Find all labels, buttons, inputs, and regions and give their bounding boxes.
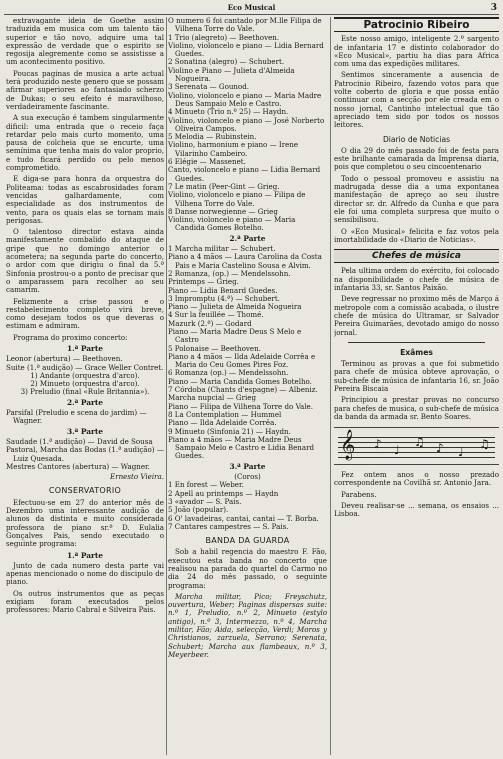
program-item: 2 Sonatina (alegro) — Schubert. xyxy=(168,57,285,67)
program-item: Violino e Piano — Julieta d'Almeida Nogueira. xyxy=(168,65,295,84)
program-item: Marcha nupcial — Grieg xyxy=(168,393,256,403)
treble-clef-icon: 𝄞 xyxy=(340,430,356,461)
program-item: 5 João (popular). xyxy=(168,505,229,515)
subheading: (Coros) xyxy=(234,472,261,482)
program-item: O numero 6 foi cantado por M.lle Filipa de Vilhena Torre do Vale. xyxy=(168,17,322,34)
program-item: Saudade (1.ª audição) — David de Sousa xyxy=(6,436,153,446)
paragraph: Fez ontem anos o nosso prezado correspondente na Covilhã sr. Antonio Jara. xyxy=(334,470,499,488)
paragraph: Terminou as provas a que foi submetido para chefe de música obteve aprovação, o sub-chefe de música de infantaria 16, sr. João Pereira Biscaia xyxy=(334,359,499,393)
part-heading: 2.ª Parte xyxy=(66,397,104,407)
program-item: Piano — Filipa de Vilhena Torre do Vale. xyxy=(168,401,313,411)
section-title: Chefes de música xyxy=(334,249,499,263)
program-item: 7 Cantares campestres — S. Pais. xyxy=(168,521,289,531)
paragraph: Programa do proximo concerto: xyxy=(13,332,128,342)
part-heading: 3.ª Parte xyxy=(229,461,266,471)
paragraph: O «Eco Musical» felicita e faz votos pela imortabilidade do «Diario de Noticias». xyxy=(334,226,499,244)
program-item: 3 Impromptu (4.ª) — Schubert. xyxy=(168,293,280,303)
program-item: 3 Serenata — Gounod. xyxy=(168,82,250,92)
program-item: Parsifal (Preludio e scena do jardim) — Wagner. xyxy=(6,408,147,426)
music-notation-ornament: 𝄞 ♪ ♩ ♫ ♪ ♩ ♫ xyxy=(334,427,499,465)
paragraph: Principiou a prestar provas no concurso para chefes de musica, o sub-chefe de música da banda da armada sr. Bento Soares. xyxy=(334,395,499,421)
program-item: Violino, violoncelo e piano — Lidia Bernard Guedes. xyxy=(168,40,324,59)
paragraph: Todo o pessoal promoveu e assistiu na madrugada desse dia a uma expontanea manifestação de apreço ao seu ilustre director sr. dr. Alfredo da Cunha e que para ele foi uma completa surpresa que muito o sensibilisou. xyxy=(334,173,499,225)
program-item: Violino, violoncelo e piano — Filipa de Vilhena Torre do Vale. xyxy=(168,190,306,208)
column-2 xyxy=(168,17,327,755)
program-item: 6 Romanza (op.) — Mendelssohn. xyxy=(168,368,289,378)
paragraph: Felizmente a crise passou e o restabelecimento completo virá breve, como desejam todos os que deveras o estimam e admiram. xyxy=(6,296,164,331)
program-item: 3) Preludio (final «Rule Britannia»). xyxy=(20,387,150,397)
paragraph: Sentimos sinceramente a ausencia de Patrocinio Ribeiro, fazendo votos para que volte coberto de gloria e que possa entâo continuar com a secção por ele creada em o nosso jornal, Cantinho intelectual que tão apreciado tem sido por todos os nossos leitores. xyxy=(334,70,499,130)
program-item: Suite (1.ª audição) — Grace Weller Contret. xyxy=(6,362,164,372)
part-heading: 1.ª Parte xyxy=(66,343,104,353)
program-item: Piano a 4 mãos — Ilda Adelaide Corrêa e Maria do Ceu Gomes Pires Foz. xyxy=(168,351,316,370)
program-item: Piano — Maria Madre Deus S Melo e Castro xyxy=(168,326,302,345)
program-item: Violino, harmonium e piano — Irene Vilarinho Cambeiro. xyxy=(168,140,299,158)
signature: Ernesto Vieira. xyxy=(110,472,164,482)
program-item: 6 O' lavadeiras, cantai, cantai — T. Borba. xyxy=(168,513,319,523)
program-item: 6 Elégie — Massenet. xyxy=(168,157,246,167)
program-item: Printemps — Grieg. xyxy=(168,277,239,287)
part-heading: 1.ª Parte xyxy=(66,550,104,560)
program-item: Violino, violoncelo e piano — Maria Madre Deus Sampaio Melo e Castro. xyxy=(168,90,322,108)
program-item: Piano a 4 mãos — Maria Madre Deus Sampaio Melo e Castro e Lidia Benard Guedes. xyxy=(168,434,315,461)
paragraph: extravagante ideia de Goethe assim traduzida em musica com um talento tão superior e tão novo, adquire uma tal expressão de verdade que o espirito se regosija alegremente como se assistisse a um acontecimento positivo. xyxy=(6,17,164,67)
program-item: Piano — Maria Candida Gomes Botelho. xyxy=(168,376,312,386)
section-title: Diario de Noticias xyxy=(382,134,451,144)
paragraph: Junto de cada numero desta parte vai apenas mencionado o nome do discipulo de piano. xyxy=(6,560,164,587)
program-item: Piano a 4 mãos — Laura Carolina da Costa Pais e Maria Castelino Sousa e Alvim. xyxy=(168,252,322,270)
program-item: Mestres Cantores (abertura) — Wagner. xyxy=(6,461,150,471)
program-item: 5 Melodia — Rubinstein. xyxy=(168,132,257,142)
section-title: CONSERVATORIO xyxy=(48,486,122,496)
paragraph: Parabens. xyxy=(341,489,377,499)
program-item: 3 «avador — S. Pais. xyxy=(168,496,242,506)
program-item: Leonor (abertura) — Beethoven. xyxy=(6,354,123,364)
paragraph: O dia 29 do mês passado foi de festa para este brilhante camarada da Imprensa diaria, pois que completou o seu cincoentenario xyxy=(334,145,499,172)
program-item: Piano — Julieta de Almeida Nogueira xyxy=(168,302,302,312)
paragraph: Os outros instrumentos que as peças exigiam foram executados pelos professores: Mario Cabral e Silveira Pais. xyxy=(6,588,164,615)
part-heading: 3.ª Parte xyxy=(66,426,104,436)
section-title: BANDA DA GUARDA xyxy=(205,536,290,546)
program-item: 1) Andante (orquestra d'arco). xyxy=(30,370,140,380)
column-3 xyxy=(334,17,499,755)
program-item: 1 Marcha militar — Schubert. xyxy=(168,244,276,254)
paragraph: Deve regressar no proximo mês de Março á metropole com a comissão acabada, o ilustre chefe de música do Ultramar, sr Salvador Pereira Guimarães, devotado amigo do nosso jornal. xyxy=(334,294,499,337)
program-item: Mazurk (2.ª) — Godard xyxy=(168,318,252,328)
column-rule xyxy=(330,17,331,755)
column-rule xyxy=(166,17,167,755)
program-item: Violino, violoncelo e piano — José Norberto Oliveira Campos. xyxy=(168,115,325,133)
masthead-title: Eco Musical xyxy=(227,3,276,12)
program-item: 4 Sur la feuillée — Thomé. xyxy=(168,310,264,320)
program-item: 2 Romanza, (op.) — Mendelssohn. xyxy=(168,268,291,278)
paragraph: Deveu realisar-se ... semana, os ensaios ... Lisboa. xyxy=(334,501,499,519)
paragraph: Este nosso amigo, inteligente 2.º sargento de infantaria 17 e distinto colaborador do «Eco Musical», partiu ha dias para Africa com uma das expedições militares. xyxy=(334,34,499,69)
section-title: Patrocinio Ribeiro xyxy=(334,17,499,32)
paragraph: Poucas paginas de musica a arte actual terá produzido neste genero que se possam afirmar superiores ao fantasiado scherzo de Dukas; o seu efeito é maravilhoso, verdadeiramente fascinante. xyxy=(6,68,164,111)
masthead xyxy=(4,2,499,15)
program-item: Canto, violoncelo e piano — Lidia Bernard Guedes. xyxy=(168,165,321,183)
paragraph: Sob a habil regencia do maestro F. Fão, executou esta banda no concerto que realisou na parada do quartel do Carmo no dia 24 do mês passado, o seguinte programa: xyxy=(168,547,327,590)
program-item: Pastoral, Marcha das Bodas (1.ª audição) — Luiz Quesada. xyxy=(6,445,164,463)
page-number: 3 xyxy=(490,3,497,13)
program-item: Violino, violoncelo e piano — Maria Candida Gomes Botelho. xyxy=(168,215,296,233)
paragraph: Marcha militar, Pico; Freyschutz, ouvertura, Weber; Paginas dispersas suite: n.º 1, Preludio, n.º 2, Minueto (estylo antigo), n.º 3, Intermezzo, n.º 4, Marcha militar, Fão; Aida, selecção, Verdi; Moros y Christianos, zarzuela, Serrano; Serenata, Schubert; Marcha aux flambeaux, n.º 3, Meyerbeer. xyxy=(168,591,327,659)
program-item: Piano — Lidia Benard Guedes. xyxy=(168,285,278,295)
column-1 xyxy=(6,17,164,755)
program-item: 7 Le matin (Peer-Gint — Grieg. xyxy=(168,181,280,191)
program-item: 2) Minueto (orquestra d'arco). xyxy=(30,379,140,389)
program-item: 8 La Contemplation — Hummel xyxy=(168,409,282,419)
paragraph: Pela ultima ordem do exército, foi colocado na disponibilidade o chefe de música de infantaria 33, sr. Santos Paixão. xyxy=(334,266,499,293)
program-item: 7 Córdoba (Chants d'espagne) — Albeniz. xyxy=(168,385,318,395)
paragraph: E diga-se para honra da orquestra do Politeama: todas as escabrosidades foram vencidas galhardamente, com especialidade as dos instrumentos de vento, para os quais elas se tornam mais perigosas. xyxy=(6,174,164,225)
paragraph: A sua execução é tambem singularmente dificil: uma entrada que o receio faça retardar pelo mais curto momento, uma pausa de colcheia que se encurte, uma semínima que tenha mais do valor proprio, e tudo ficará perdido ou pelo menos comprometido. xyxy=(6,113,164,173)
program-item: 8 Danse norwegienne — Grieg xyxy=(168,206,278,216)
program-item: 1 En forest — Weber. xyxy=(168,480,244,490)
divider xyxy=(348,342,485,343)
program-item: Piano — Ilda Adelaide Corrêa. xyxy=(168,418,277,428)
program-item: 1 Trio (alegreto) — Beethoven. xyxy=(168,32,280,42)
paragraph: O talentoso director estava ainda manifestamente combalido do ataque de gripe que no domingo anterior o acometera; na segunda parte do concerto, o ardor com que dirigiu o final da 5.ª Sinfonia prostrou-o a ponto de precisar que o amparassem para recolher ao seu camarim. xyxy=(6,227,164,295)
section-title: Exâmes xyxy=(400,347,433,357)
program-item: 2 Apell au printemps — Haydn xyxy=(168,488,279,498)
paragraph: Efectuou-se em 27 do anterior mês de Dezembro uma interessante audição de alunos da distinta e muito considerada professora de piano sr.ª D. Eulalia Gonçalves Pais, sendo executado o seguinte programa: xyxy=(6,497,164,549)
program-item: 9 Minueto (Sinfonia 21) — Haydn. xyxy=(168,426,291,436)
program-item: 4 Minueto (Trio n.º 25) — Haydn. xyxy=(168,107,289,117)
program-item: 5 Polonaise — Beethoven. xyxy=(168,343,261,353)
part-heading: 2.ª Parte xyxy=(229,233,266,243)
